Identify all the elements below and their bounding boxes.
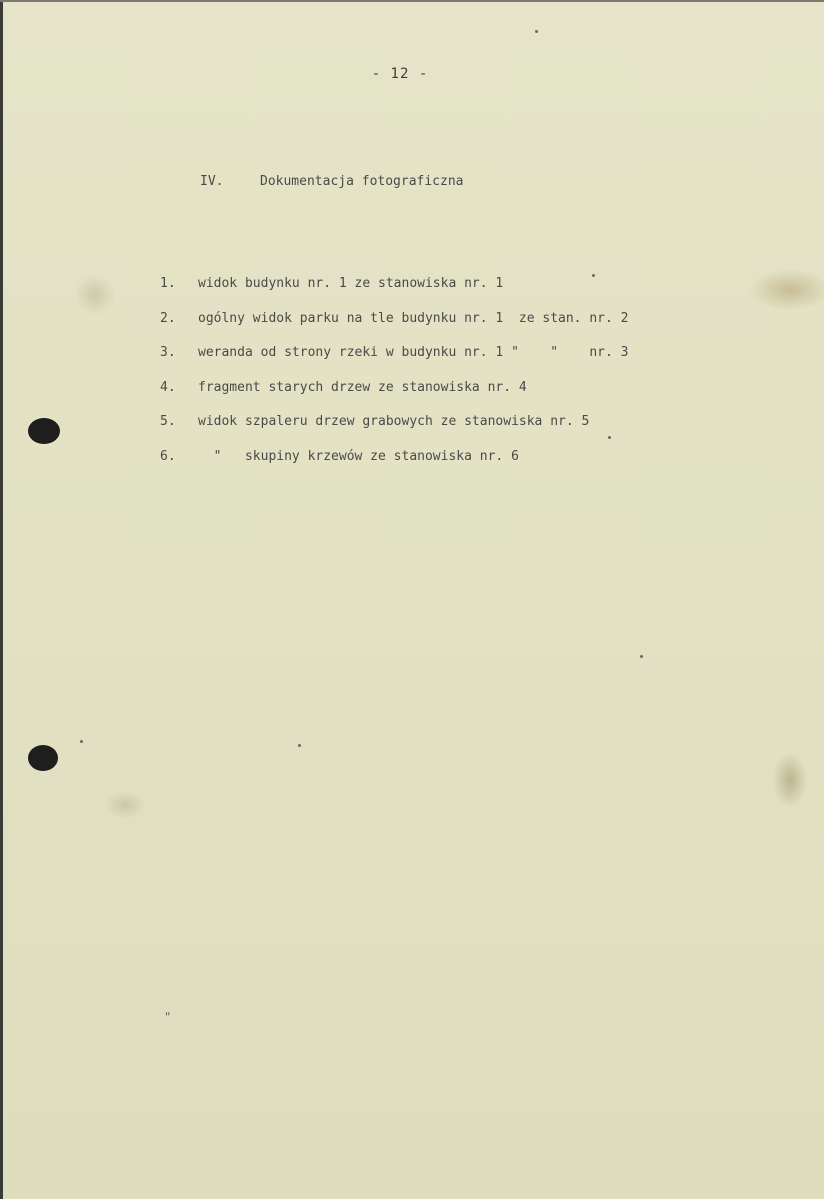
list-item-text: widok budynku nr. 1 ze stanowiska nr. 1 xyxy=(198,276,504,291)
list-item xyxy=(160,449,628,484)
punch-hole xyxy=(28,418,60,444)
list-item-text: fragment starych drzew ze stanowiska nr. 4 xyxy=(198,379,527,395)
list-item xyxy=(160,414,628,449)
photo-documentation-list xyxy=(160,276,628,483)
list-item-index: 6. xyxy=(160,448,176,464)
list-item-index: 1. xyxy=(160,276,176,291)
list-item-index: 2. xyxy=(160,310,176,326)
list-item xyxy=(160,276,628,311)
paper-speck xyxy=(608,436,611,439)
list-item-index: 3. xyxy=(160,345,176,360)
paper-speck xyxy=(592,274,595,277)
section-heading xyxy=(200,174,464,189)
list-item-text: ogólny widok parku na tle budynku nr. 1 ze stan. nr. 2 xyxy=(198,310,629,326)
list-item xyxy=(160,345,628,380)
list-item-text: " skupiny krzewów ze stanowiska nr. 6 xyxy=(198,448,519,464)
paper-speck xyxy=(640,655,643,658)
page-number: - 12 - xyxy=(371,66,429,82)
paper-speck xyxy=(298,744,301,747)
section-title: Dokumentacja fotograficzna xyxy=(260,174,464,189)
list-item-index: 5. xyxy=(160,414,176,429)
list-item xyxy=(160,311,628,346)
paper-speck xyxy=(80,740,83,743)
punch-hole xyxy=(28,745,58,771)
page-edge-top xyxy=(0,0,824,2)
list-item-text: widok szpaleru drzew grabowych ze stanowiska nr. 5 xyxy=(198,414,590,429)
margin-mark: " xyxy=(164,1010,172,1024)
page-edge-shadow xyxy=(0,0,3,1199)
paper-speck xyxy=(535,30,538,33)
list-item-index: 4. xyxy=(160,379,176,395)
list-item-text: weranda od strony rzeki w budynku nr. 1 " " nr. 3 xyxy=(198,345,629,360)
list-item xyxy=(160,380,628,415)
section-numeral: IV. xyxy=(200,174,224,189)
